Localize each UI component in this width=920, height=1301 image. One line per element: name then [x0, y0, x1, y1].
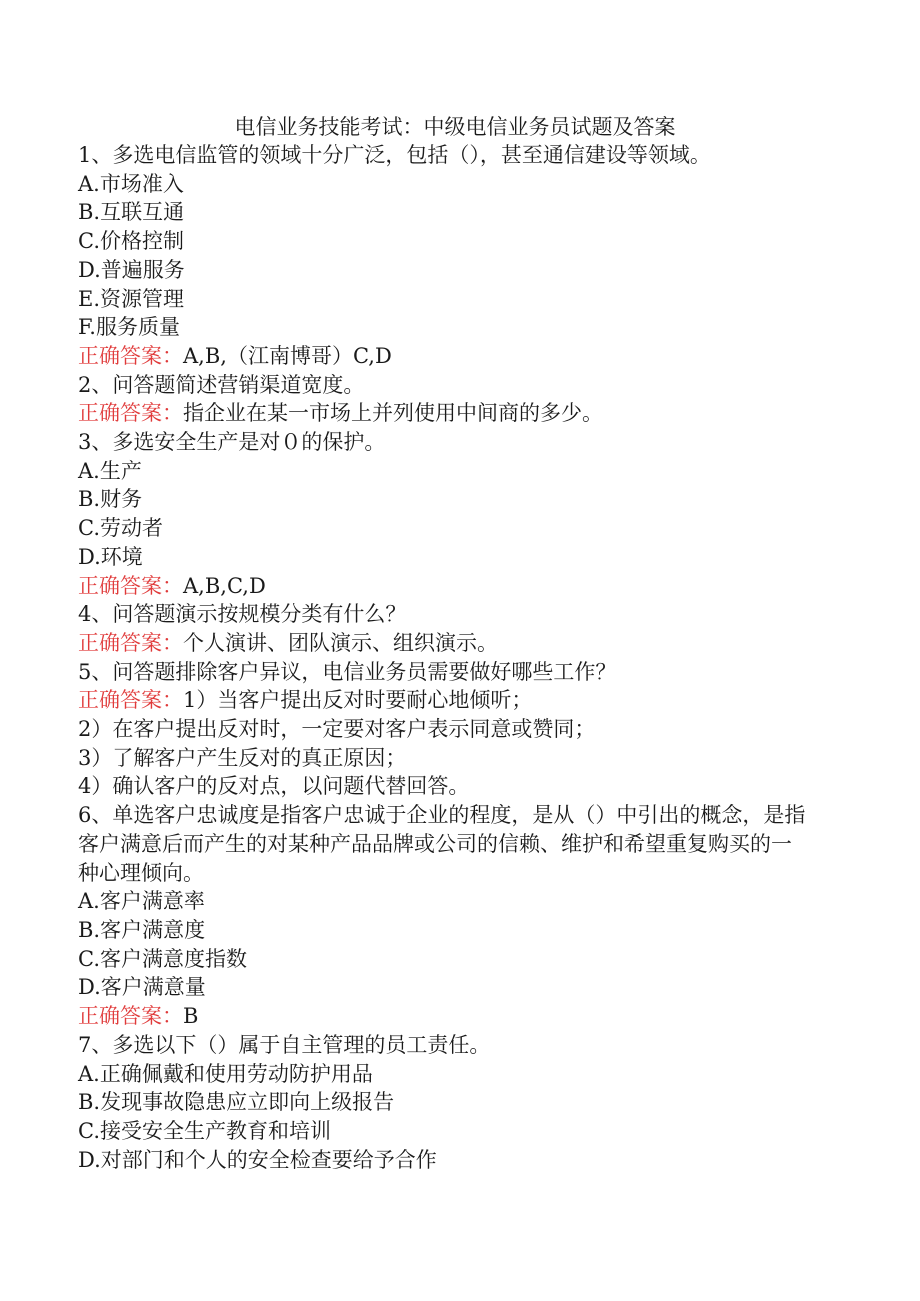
line-text: 2、问答题简述营销渠道宽度。 — [78, 372, 365, 397]
question-line — [78, 658, 838, 687]
line-text: A,B,（江南博哥）C,D — [183, 343, 392, 368]
answer-line — [78, 629, 838, 658]
line-text: B.互联互通 — [78, 200, 185, 225]
line-text: 5、问答题排除客户异议，电信业务员需要做好哪些工作？ — [78, 659, 617, 684]
line-text: 4）确认客户的反对点，以问题代替回答。 — [78, 774, 470, 799]
question-line — [78, 428, 838, 457]
option-line — [78, 485, 838, 514]
line-text: 3、多选安全生产是对０的保护。 — [78, 430, 386, 455]
document-title: 电信业务技能考试：中级电信业务员试题及答案 — [234, 115, 676, 139]
line-text: 2）在客户提出反对时，一定要对客户表示同意或赞同； — [78, 717, 596, 742]
answer-label: 正确答案： — [78, 343, 183, 368]
option-line — [78, 285, 838, 314]
answer-label: 正确答案： — [78, 1004, 183, 1029]
question-line — [78, 801, 838, 830]
line-text: E.资源管理 — [78, 286, 185, 311]
line-text: C.劳动者 — [78, 516, 163, 541]
answer-label: 正确答案： — [78, 630, 183, 655]
option-line — [78, 859, 838, 888]
line-text: A.市场准入 — [78, 171, 184, 196]
option-line — [78, 514, 838, 543]
option-line — [78, 227, 838, 256]
option-line — [78, 1146, 838, 1175]
line-text: 个人演讲、团队演示、组织演示。 — [183, 630, 498, 655]
line-text: A,B,C,D — [183, 573, 266, 598]
line-text: 3）了解客户产生反对的真正原因； — [78, 745, 407, 770]
line-text: D.客户满意量 — [78, 975, 206, 1000]
option-line — [78, 543, 838, 572]
line-text: 1）当客户提出反对时要耐心地倾听； — [183, 688, 533, 713]
answer-label: 正确答案： — [78, 573, 183, 598]
line-text: 7、多选以下（）属于自主管理的员工责任。 — [78, 1032, 491, 1057]
line-text: D.普遍服务 — [78, 257, 185, 282]
answer-line — [78, 572, 838, 601]
line-text: 客户满意后而产生的对某种产品品牌或公司的信赖、维护和希望重复购买的一 — [78, 831, 792, 856]
line-text: D.环境 — [78, 544, 143, 569]
option-line — [78, 198, 838, 227]
answer-line — [78, 1002, 838, 1031]
line-text: F.服务质量 — [78, 315, 180, 340]
question-line — [78, 141, 838, 170]
line-text: 指企业在某一市场上并列使用中间商的多少。 — [183, 401, 603, 426]
option-line — [78, 1117, 838, 1146]
line-text: A.客户满意率 — [78, 889, 205, 914]
answer-label: 正确答案： — [78, 688, 183, 713]
line-text: 4、问答题演示按规模分类有什么？ — [78, 602, 407, 627]
question-line — [78, 600, 838, 629]
line-text: A.生产 — [78, 458, 142, 483]
line-text: 1、多选电信监管的领域十分广泛，包括（），甚至通信建设等领域。 — [78, 143, 711, 167]
answer-label: 正确答案： — [78, 401, 183, 426]
option-line — [78, 1060, 838, 1089]
answer-line — [78, 342, 838, 371]
option-line — [78, 887, 838, 916]
option-line — [78, 973, 838, 1002]
option-line — [78, 1088, 838, 1117]
line-text: 6、单选客户忠诚度是指客户忠诚于企业的程度，是从（）中引出的概念，是指 — [78, 803, 806, 828]
option-line — [78, 744, 838, 773]
line-text: B.发现事故隐患应立即向上级报告 — [78, 1090, 395, 1115]
line-text: B — [183, 1004, 199, 1029]
document-body — [78, 141, 838, 1174]
option-line — [78, 313, 838, 342]
option-line — [78, 830, 838, 859]
line-text: B.财务 — [78, 487, 143, 512]
question-line — [78, 371, 838, 400]
line-text: C.客户满意度指数 — [78, 946, 247, 971]
answer-line — [78, 399, 838, 428]
option-line — [78, 715, 838, 744]
line-text: C.接受安全生产教育和培训 — [78, 1118, 331, 1143]
option-line — [78, 170, 838, 199]
line-text: A.正确佩戴和使用劳动防护用品 — [78, 1061, 373, 1086]
question-line — [78, 1031, 838, 1060]
option-line — [78, 916, 838, 945]
line-text: B.客户满意度 — [78, 917, 206, 942]
option-line — [78, 457, 838, 486]
line-text: D.对部门和个人的安全检查要给予合作 — [78, 1147, 437, 1172]
option-line — [78, 945, 838, 974]
option-line — [78, 772, 838, 801]
line-text: C.价格控制 — [78, 229, 184, 254]
option-line — [78, 256, 838, 285]
answer-line — [78, 686, 838, 715]
line-text: 种心理倾向。 — [78, 860, 204, 885]
